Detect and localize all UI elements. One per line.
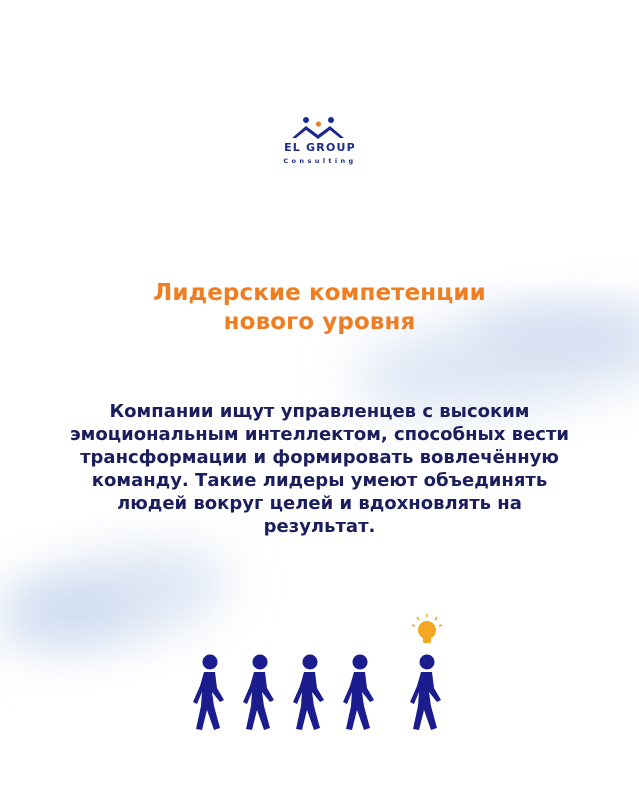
headline-line-1: Лидерские компетенции — [153, 280, 486, 306]
logo-subtitle: Consulting — [283, 157, 357, 165]
walker-icon — [293, 655, 324, 731]
walker-icon — [193, 655, 224, 731]
walker-icon — [243, 655, 274, 731]
body-line: трансформации и формировать вовлечённую — [80, 447, 559, 468]
headline — [0, 279, 639, 337]
leader-walker-icon — [410, 655, 441, 731]
walker-icon — [343, 655, 374, 731]
body-line: команду. Такие лидеры умеют объединять — [91, 470, 548, 491]
headline-line-2: нового уровня — [223, 309, 416, 335]
body-line: Компании ищут управленцев с высоким — [109, 401, 530, 422]
logo-mark-icon — [292, 117, 344, 139]
body-paragraph — [70, 400, 569, 538]
company-logo — [268, 112, 372, 168]
body-line: эмоциональным интеллектом, способных вести — [70, 424, 569, 445]
body-line: результат. — [263, 516, 376, 537]
walking-people-illustration — [186, 612, 466, 742]
logo-name: EL GROUP — [284, 141, 356, 154]
body-line: людей вокруг целей и вдохновлять на — [117, 493, 522, 514]
lightbulb-icon — [412, 614, 442, 643]
